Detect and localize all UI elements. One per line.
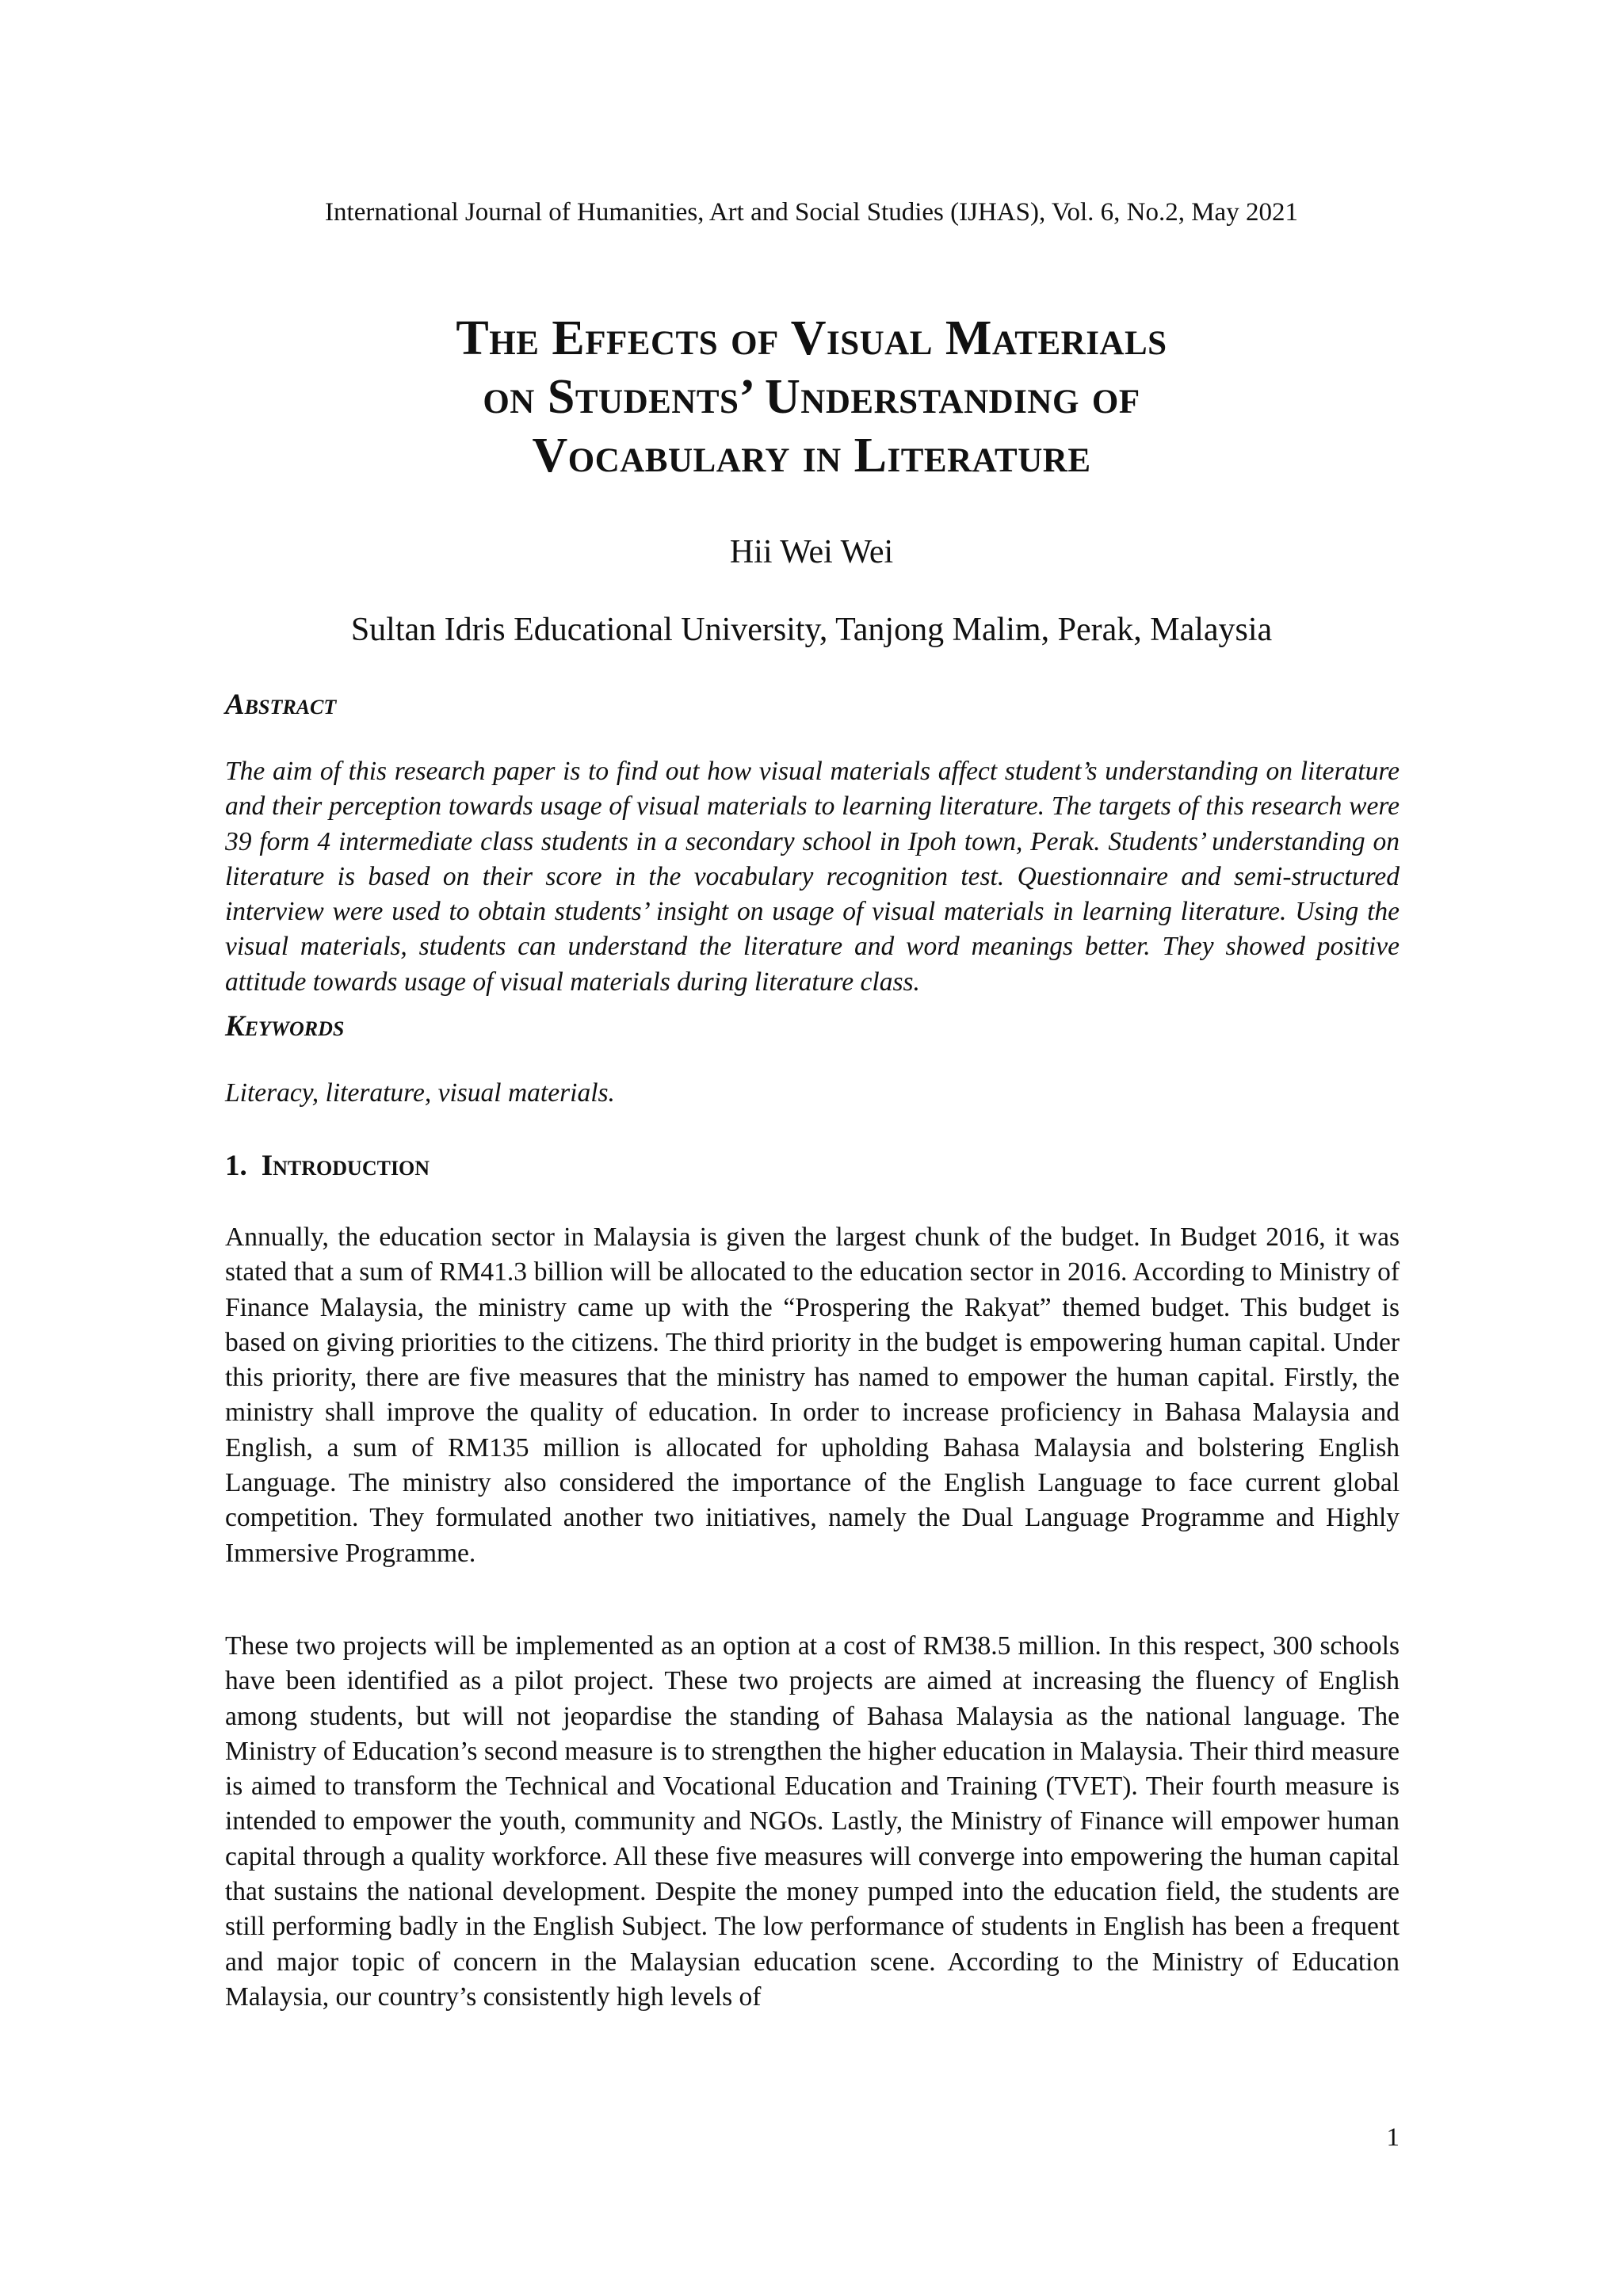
introduction-paragraph: These two projects will be implemented as an option at a cost of RM38.5 million. In this respect, 300 schools have been identified as a pilot project. These two projects are aimed at increasing the fluency of English among students, but will not jeopardise the standing of Bahasa Malaysia as the national language. The Ministry of Education’s second measure is to strengthen the higher education in Malaysia. Their third measure is aimed to transform the Technical and Vocational Education and Training (TVET). Their fourth measure is intended to empower the youth, community and NGOs. Lastly, the Ministry of Finance will empower human capital through a quality workforce. All these five measures will converge into empowering the human capital that sustains the national development. Despite the money pumped into the education field, the students are still performing badly in the English Subject. The low performance of students in English has been a frequent and major topic of concern in the Malaysian education scene. According to the Ministry of Education Malaysia, our country’s consistently high levels of [225, 1631, 1400, 2012]
running-header: International Journal of Humanities, Art and Social Studies (IJHAS), Vol. 6, No.2, May 2021 [325, 198, 1298, 227]
title-line: Vocabulary in Literature [532, 429, 1091, 482]
author-affiliation: Sultan Idris Educational University, Tanjong Malim, Perak, Malaysia [350, 612, 1273, 648]
introduction-heading [225, 1149, 430, 1184]
keywords-text: Literacy, literature, visual materials. [225, 1078, 615, 1108]
page-number: 1 [1386, 2123, 1400, 2152]
abstract-heading: Abstract [225, 688, 337, 721]
paper-title [0, 309, 1623, 485]
abstract-text: The aim of this research paper is to find out how visual materials affect student’s understanding on literature and their perception towards usage of visual materials to learning literature. The targets of this research were 39 form 4 intermediate class students in a secondary school in Ipoh town, Perak. Students’ understanding on literature is based on their score in the vocabulary recognition test. Questionnaire and semi-structured interview were used to obtain students’ insight on usage of visual materials in learning literature. Using the visual materials, students can understand the literature and word meanings better. They showed positive attitude towards usage of visual materials during literature class. [225, 757, 1400, 997]
section-number: 1. [225, 1150, 247, 1182]
title-line: on Students’ Understanding of [483, 370, 1140, 424]
title-line: The Effects of Visual Materials [456, 311, 1167, 365]
author-name: Hii Wei Wei [729, 534, 894, 570]
introduction-paragraph: Annually, the education sector in Malaysia is given the largest chunk of the budget. In Budget 2016, it was stated that a sum of RM41.3 billion will be allocated to the education sector in 2016. According to Ministry of Finance Malaysia, the ministry came up with the “Prospering the Rakyat” themed budget. This budget is based on giving priorities to the citizens. The third priority in the budget is empowering human capital. Under this priority, there are five measures that the ministry has named to empower the human capital. Firstly, the ministry shall improve the quality of education. In order to increase proficiency in Bahasa Malaysia and English, a sum of RM135 million is allocated for upholding Bahasa Malaysia and bolstering English Language. The ministry also considered the importance of the English Language to face current global competition. They formulated another two initiatives, namely the Dual Language Programme and Highly Immersive Programme. [225, 1222, 1400, 1568]
keywords-heading: Keywords [225, 1010, 345, 1043]
section-title: Introduction [261, 1150, 430, 1182]
